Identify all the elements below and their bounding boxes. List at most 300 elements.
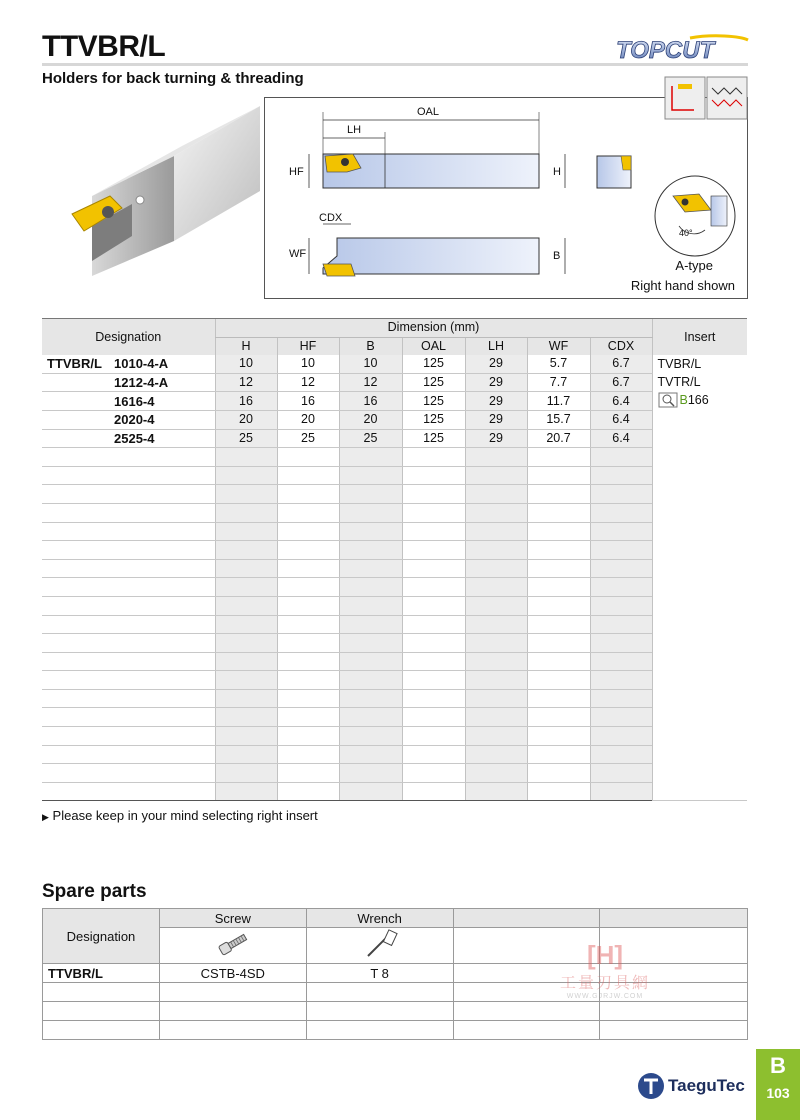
dimension-cell <box>339 689 402 708</box>
designation-cell <box>114 559 215 578</box>
dimension-cell <box>339 652 402 671</box>
spare-empty-cell <box>43 1021 160 1040</box>
designation-cell <box>114 448 215 467</box>
spare-wrench-header: Wrench <box>306 909 453 928</box>
table-row <box>42 764 747 783</box>
dimension-value: 12 <box>339 373 402 392</box>
selection-note: ▶ Please keep in your mind selecting right insert <box>42 808 318 823</box>
ref-page: 166 <box>687 393 709 408</box>
designation-cell <box>114 485 215 504</box>
dimension-cell <box>402 466 465 485</box>
dimension-cell <box>339 615 402 634</box>
series-cell <box>42 671 114 690</box>
dimension-cell <box>215 708 277 727</box>
dimension-cell <box>590 485 652 504</box>
dimension-cell <box>527 615 590 634</box>
spare-screw-header: Screw <box>159 909 306 928</box>
section-letter: B <box>770 1053 786 1078</box>
designation-cell <box>114 522 215 541</box>
designation-cell <box>114 596 215 615</box>
col-wf: WF <box>527 337 590 355</box>
dimension-cell <box>527 634 590 653</box>
series-cell <box>42 578 114 597</box>
table-row <box>42 466 747 485</box>
label-lh: LH <box>347 124 362 136</box>
watermark-url: WWW.GJRJW.COM <box>566 993 644 1000</box>
wrench-icon <box>360 928 400 960</box>
spare-empty-cell <box>306 1002 453 1021</box>
dimension-cell <box>277 689 339 708</box>
page-number: 103 <box>766 1085 790 1101</box>
dimension-value: 10 <box>215 355 277 373</box>
series-cell <box>42 448 114 467</box>
table-row <box>42 708 747 727</box>
spare-empty-cell <box>43 983 160 1002</box>
dimension-cell <box>402 634 465 653</box>
dimension-cell <box>527 652 590 671</box>
screw-icon <box>213 929 253 959</box>
dimension-cell <box>590 652 652 671</box>
dimension-cell <box>339 727 402 746</box>
series-cell <box>42 392 114 411</box>
series-cell <box>42 745 114 764</box>
dimension-value: 29 <box>465 355 527 373</box>
topcut-logo <box>612 34 750 64</box>
application-icons <box>664 76 748 120</box>
designation-cell <box>114 745 215 764</box>
designation-header: Designation <box>42 319 215 356</box>
dimension-header: Dimension (mm) <box>215 319 652 338</box>
table-row <box>42 596 747 615</box>
col-hf: HF <box>277 337 339 355</box>
series-name: TTVBR/L <box>42 355 114 373</box>
dimension-cell <box>590 727 652 746</box>
dimension-cell <box>215 466 277 485</box>
dimension-cell <box>277 745 339 764</box>
dimension-value: 25 <box>277 429 339 448</box>
dimension-value: 20 <box>339 410 402 429</box>
designation-cell <box>114 708 215 727</box>
series-cell <box>42 782 114 801</box>
col-lh: LH <box>465 337 527 355</box>
dimension-value: 12 <box>215 373 277 392</box>
dimension-value: 20.7 <box>527 429 590 448</box>
dimension-cell <box>465 522 527 541</box>
table-row <box>42 615 747 634</box>
series-cell <box>42 522 114 541</box>
dimension-cell <box>339 541 402 560</box>
page-title: TTVBR/L <box>42 30 166 63</box>
dimension-cell <box>465 708 527 727</box>
dimension-value: 6.7 <box>590 355 652 373</box>
designation-code: 2020-4 <box>114 410 215 429</box>
dimension-cell <box>339 782 402 801</box>
dimension-cell <box>590 541 652 560</box>
dimension-value: 25 <box>339 429 402 448</box>
dimension-value: 125 <box>402 429 465 448</box>
table-row <box>42 634 747 653</box>
dimension-cell <box>339 671 402 690</box>
dimension-cell <box>465 485 527 504</box>
dimension-cell <box>527 578 590 597</box>
dimension-cell <box>402 559 465 578</box>
table-row <box>42 410 747 429</box>
label-angle: 40° <box>679 228 693 238</box>
dimension-cell <box>277 466 339 485</box>
dimension-cell <box>277 503 339 522</box>
dimension-cell <box>465 652 527 671</box>
table-row <box>42 652 747 671</box>
dimension-cell <box>527 764 590 783</box>
dimension-cell <box>465 634 527 653</box>
dimension-cell <box>402 596 465 615</box>
section-tab <box>756 1049 800 1120</box>
dimension-cell <box>590 764 652 783</box>
dimension-cell <box>215 578 277 597</box>
series-cell <box>42 410 114 429</box>
ref-letter: B <box>679 393 688 408</box>
series-cell <box>42 503 114 522</box>
watermark <box>530 940 680 1012</box>
col-h: H <box>215 337 277 355</box>
spare-empty-cell <box>43 1002 160 1021</box>
dimension-cell <box>465 559 527 578</box>
spare-wrench-value: T 8 <box>306 964 453 983</box>
dimension-cell <box>402 448 465 467</box>
dimension-cell <box>590 689 652 708</box>
designation-code: 1010-4-A <box>114 355 215 373</box>
dimension-cell <box>215 596 277 615</box>
dimension-cell <box>590 559 652 578</box>
dimension-cell <box>465 448 527 467</box>
dimension-cell <box>402 764 465 783</box>
dimension-cell <box>402 522 465 541</box>
magnifier-icon <box>658 392 678 408</box>
dimension-cell <box>590 448 652 467</box>
dimension-cell <box>215 541 277 560</box>
dimension-cell <box>402 708 465 727</box>
table-row <box>42 429 747 448</box>
watermark-cn: 工量刃具網 <box>559 975 650 992</box>
dimension-cell <box>465 541 527 560</box>
dimension-cell <box>590 671 652 690</box>
table-row <box>42 782 747 801</box>
dimension-cell <box>590 615 652 634</box>
dimension-cell <box>339 522 402 541</box>
dimension-cell <box>215 522 277 541</box>
series-cell <box>42 559 114 578</box>
dimension-cell <box>590 466 652 485</box>
dimension-value: 29 <box>465 392 527 411</box>
holder-photo <box>62 96 260 276</box>
dimension-cell <box>527 745 590 764</box>
dimension-cell <box>527 485 590 504</box>
dimension-cell <box>277 596 339 615</box>
label-h: H <box>553 166 561 178</box>
series-cell <box>42 429 114 448</box>
note-text: Please keep in your mind selecting right insert <box>52 808 318 823</box>
designation-cell <box>114 727 215 746</box>
dimension-cell <box>277 485 339 504</box>
wrench-image-cell <box>306 928 453 964</box>
designation-cell <box>114 541 215 560</box>
dimension-cell <box>277 578 339 597</box>
dimension-value: 15.7 <box>527 410 590 429</box>
dimension-cell <box>215 559 277 578</box>
dimension-cell <box>465 503 527 522</box>
col-b: B <box>339 337 402 355</box>
spare-empty-cell <box>159 1021 306 1040</box>
dimension-cell <box>339 503 402 522</box>
dimension-cell <box>215 671 277 690</box>
dimension-cell <box>339 596 402 615</box>
table-row <box>42 745 747 764</box>
dimension-cell <box>527 466 590 485</box>
series-cell <box>42 541 114 560</box>
table-row <box>42 522 747 541</box>
dimension-table <box>42 318 747 801</box>
dimension-cell <box>465 727 527 746</box>
designation-cell <box>114 671 215 690</box>
dimension-value: 10 <box>339 355 402 373</box>
dimension-value: 6.7 <box>590 373 652 392</box>
dimension-cell <box>402 652 465 671</box>
a-type-label: A-type <box>675 258 713 273</box>
dimension-cell <box>339 448 402 467</box>
dimension-value: 10 <box>277 355 339 373</box>
dimension-value: 16 <box>215 392 277 411</box>
dimension-value: 20 <box>215 410 277 429</box>
col-cdx: CDX <box>590 337 652 355</box>
table-row <box>42 559 747 578</box>
spare-empty-header <box>453 909 600 928</box>
designation-cell <box>114 782 215 801</box>
dimension-cell <box>339 745 402 764</box>
spare-empty-cell <box>306 983 453 1002</box>
dimension-cell <box>215 485 277 504</box>
spare-empty-header <box>600 909 748 928</box>
designation-cell <box>114 652 215 671</box>
dimension-cell <box>402 615 465 634</box>
designation-cell <box>114 503 215 522</box>
dimension-cell <box>339 708 402 727</box>
dimension-value: 11.7 <box>527 392 590 411</box>
dimension-cell <box>402 503 465 522</box>
dimension-cell <box>215 503 277 522</box>
dimension-cell <box>277 559 339 578</box>
series-cell <box>42 689 114 708</box>
series-cell <box>42 764 114 783</box>
series-cell <box>42 485 114 504</box>
dimension-cell <box>277 634 339 653</box>
dimension-value: 125 <box>402 410 465 429</box>
spare-empty-cell <box>453 1021 600 1040</box>
dimension-cell <box>527 671 590 690</box>
dimension-cell <box>402 541 465 560</box>
series-cell <box>42 652 114 671</box>
dimension-cell <box>590 782 652 801</box>
dimension-value: 16 <box>339 392 402 411</box>
label-oal: OAL <box>417 106 440 118</box>
svg-text:TOPCUT: TOPCUT <box>616 37 715 64</box>
table-row <box>42 485 747 504</box>
dimension-cell <box>215 448 277 467</box>
dimension-cell <box>215 727 277 746</box>
dimension-cell <box>465 671 527 690</box>
dimension-cell <box>277 764 339 783</box>
dimension-cell <box>465 578 527 597</box>
insert-line: TVTR/L <box>657 375 701 390</box>
dimension-cell <box>277 671 339 690</box>
dimension-cell <box>215 764 277 783</box>
dimension-value: 16 <box>277 392 339 411</box>
label-wf: WF <box>289 248 307 260</box>
spare-parts-title: Spare parts <box>42 881 147 902</box>
dimension-cell <box>339 578 402 597</box>
dimension-cell <box>465 764 527 783</box>
series-cell <box>42 708 114 727</box>
dimension-cell <box>277 708 339 727</box>
dimension-cell <box>277 615 339 634</box>
label-cdx: CDX <box>319 212 343 224</box>
dimension-value: 6.4 <box>590 429 652 448</box>
dimension-cell <box>402 671 465 690</box>
dimension-cell <box>339 466 402 485</box>
dimension-cell <box>590 503 652 522</box>
dimension-cell <box>590 596 652 615</box>
dimension-value: 29 <box>465 429 527 448</box>
dimension-cell <box>590 522 652 541</box>
dimension-cell <box>215 615 277 634</box>
table-row <box>42 392 747 411</box>
dimension-cell <box>339 634 402 653</box>
dimension-cell <box>277 782 339 801</box>
dimension-value: 125 <box>402 373 465 392</box>
dimension-cell <box>465 596 527 615</box>
dimension-cell <box>215 782 277 801</box>
watermark-mark: [H] <box>586 940 624 970</box>
series-cell <box>42 727 114 746</box>
designation-cell <box>114 689 215 708</box>
spare-empty-cell <box>600 1021 748 1040</box>
spare-designation-header: Designation <box>43 909 160 964</box>
series-cell <box>42 615 114 634</box>
dimension-value: 12 <box>277 373 339 392</box>
series-cell <box>42 634 114 653</box>
dimension-cell <box>215 689 277 708</box>
dimension-value: 125 <box>402 392 465 411</box>
dimension-cell <box>590 634 652 653</box>
dimension-value: 125 <box>402 355 465 373</box>
dimension-cell <box>527 541 590 560</box>
screw-image-cell <box>159 928 306 964</box>
dimension-value: 29 <box>465 373 527 392</box>
dimension-value: 25 <box>215 429 277 448</box>
dimension-cell <box>465 689 527 708</box>
table-row <box>42 448 747 467</box>
dimension-cell <box>527 596 590 615</box>
dimension-cell <box>339 485 402 504</box>
dimension-value: 7.7 <box>527 373 590 392</box>
brand-name: TaeguTec <box>668 1076 745 1095</box>
label-b: B <box>553 250 561 262</box>
dimension-cell <box>590 745 652 764</box>
dimension-cell <box>277 652 339 671</box>
right-hand-label: Right hand shown <box>630 278 735 293</box>
spare-empty-cell <box>159 983 306 1002</box>
insert-line: TVBR/L <box>657 357 702 372</box>
series-cell <box>42 466 114 485</box>
dimension-cell <box>527 689 590 708</box>
designation-cell <box>114 466 215 485</box>
table-row <box>42 671 747 690</box>
dimension-cell <box>527 503 590 522</box>
dimension-cell <box>277 522 339 541</box>
spare-screw-value: CSTB-4SD <box>159 964 306 983</box>
dimension-value: 6.4 <box>590 410 652 429</box>
dimension-cell <box>402 578 465 597</box>
series-cell <box>42 373 114 392</box>
insert-header: Insert <box>652 319 747 356</box>
dimension-cell <box>277 448 339 467</box>
insert-reference <box>658 391 748 409</box>
designation-code: 2525-4 <box>114 429 215 448</box>
spare-empty-cell <box>159 1002 306 1021</box>
dimension-cell <box>402 689 465 708</box>
designation-code: 1212-4-A <box>114 373 215 392</box>
dimension-cell <box>402 485 465 504</box>
dimension-cell <box>527 727 590 746</box>
table-row <box>42 689 747 708</box>
dimension-cell <box>590 708 652 727</box>
taegutec-logo <box>636 1070 754 1102</box>
table-row <box>42 373 747 392</box>
designation-cell <box>114 615 215 634</box>
technical-drawing <box>264 97 748 299</box>
series-cell <box>42 596 114 615</box>
designation-code: 1616-4 <box>114 392 215 411</box>
dimension-cell <box>465 466 527 485</box>
dimension-cell <box>215 634 277 653</box>
dimension-cell <box>215 745 277 764</box>
dimension-cell <box>402 727 465 746</box>
table-row <box>42 355 747 373</box>
dimension-cell <box>527 559 590 578</box>
table-row <box>42 578 747 597</box>
dimension-cell <box>215 652 277 671</box>
table-row <box>42 727 747 746</box>
dimension-cell <box>465 615 527 634</box>
dimension-cell <box>590 578 652 597</box>
dimension-cell <box>465 782 527 801</box>
page-subtitle: Holders for back turning & threading <box>42 70 304 87</box>
dimension-cell <box>402 745 465 764</box>
dimension-cell <box>402 782 465 801</box>
dimension-cell <box>339 764 402 783</box>
dimension-cell <box>527 522 590 541</box>
label-hf: HF <box>289 166 304 178</box>
spare-row-designation: TTVBR/L <box>43 964 160 983</box>
dimension-cell <box>277 727 339 746</box>
dimension-value: 29 <box>465 410 527 429</box>
dimension-value: 5.7 <box>527 355 590 373</box>
spare-empty-cell <box>306 1021 453 1040</box>
table-row <box>42 541 747 560</box>
dimension-cell <box>339 559 402 578</box>
designation-cell <box>114 634 215 653</box>
designation-cell <box>114 578 215 597</box>
dimension-cell <box>465 745 527 764</box>
